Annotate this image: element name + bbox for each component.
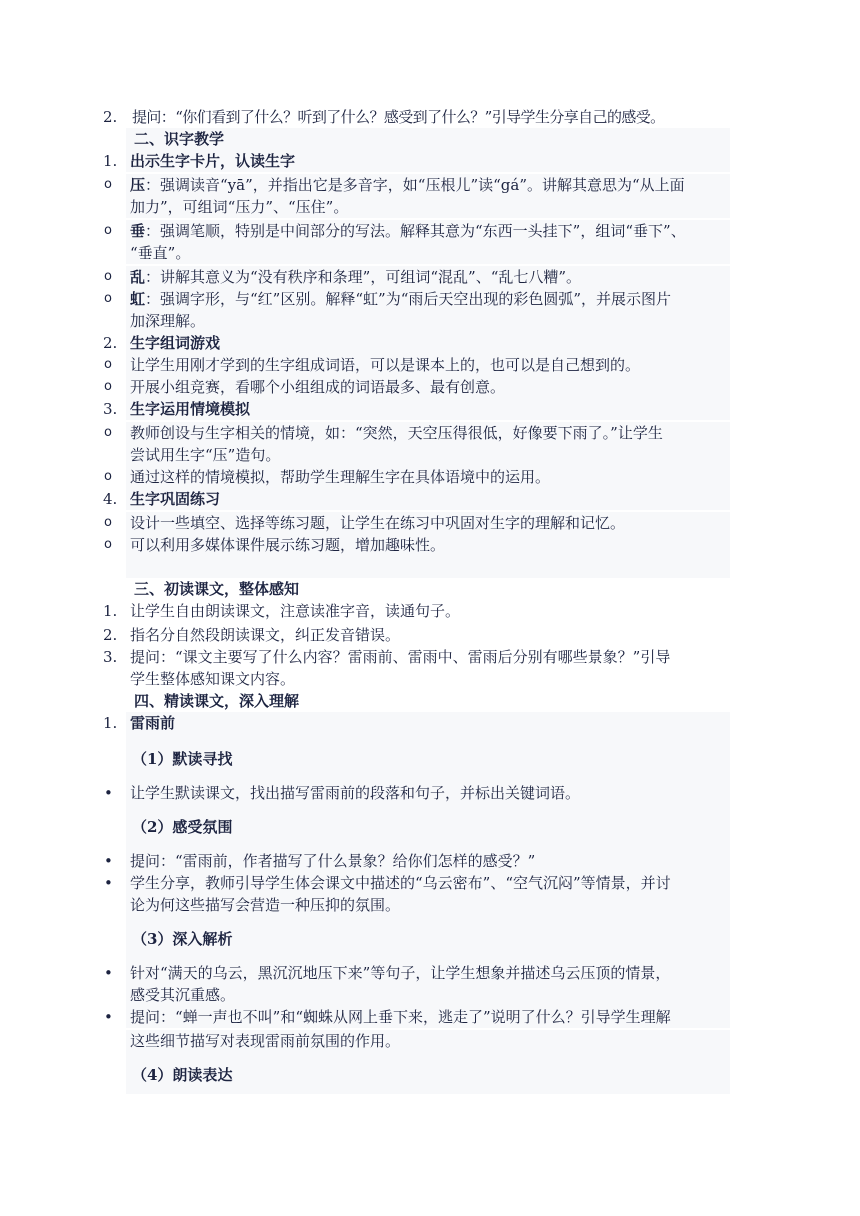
circle-bullet: o: [104, 177, 112, 192]
line-text: 设计一些填空、选择等练习题，让学生在练习中巩固对生字的理解和记忆。: [130, 514, 626, 532]
text-line: [0, 578, 860, 600]
text-line: [0, 962, 860, 984]
text-line: [0, 220, 860, 242]
text-line: [0, 266, 860, 288]
line-text: （4）朗读表达: [132, 1066, 233, 1084]
text-line: [0, 444, 860, 466]
line-text: [130, 266, 581, 288]
line-text: 四、精读课文，深入理解: [134, 692, 300, 710]
text-line: [0, 712, 860, 734]
line-text: 论为何这些描写会营造一种压抑的氛围。: [130, 896, 401, 914]
text-line: [0, 928, 860, 950]
line-text: （3）深入解析: [132, 930, 233, 948]
text-line: [0, 1006, 860, 1028]
line-text: 通过这样的情境模拟，帮助学生理解生字在具体语境中的运用。: [130, 468, 551, 486]
text-line: [0, 288, 860, 310]
term-heading: 虹: [130, 290, 146, 308]
circle-bullet: o: [104, 425, 112, 440]
text-line: [0, 174, 860, 196]
shade-band: [126, 950, 730, 962]
text-line: [0, 242, 860, 264]
line-text: 生字巩固练习: [130, 490, 221, 508]
text-line: [0, 106, 860, 128]
list-number: 2.: [103, 334, 118, 352]
circle-bullet: o: [104, 291, 112, 306]
shade-band: [126, 554, 730, 578]
text-line: [0, 512, 860, 534]
shade-band: [126, 1086, 730, 1094]
line-text: [130, 220, 686, 242]
dot-bullet: •: [104, 784, 113, 802]
text-line: [0, 782, 860, 804]
list-number: 2.: [103, 108, 118, 126]
line-text: 生字组词游戏: [130, 334, 221, 352]
line-text: 出示生字卡片，认读生字: [130, 152, 296, 170]
line-text: 提问：“蝉一声也不叫”和“蜘蛛从网上垂下来，逃走了”说明了什么？引导学生理解: [130, 1008, 671, 1026]
shade-band: [126, 804, 730, 816]
list-number: 1.: [103, 714, 118, 732]
list-number: 2.: [103, 626, 118, 644]
term-description: ：讲解其意义为“没有秩序和条理”，可组词“混乱”、“乱七八糟”。: [145, 268, 582, 286]
line-text: 雷雨前: [130, 714, 176, 732]
line-text: （2）感受氛围: [132, 818, 233, 836]
text-line: [0, 354, 860, 376]
line-text: 开展小组竞赛，看哪个小组组成的词语最多、最有创意。: [130, 378, 506, 396]
term-description: ：强调读音“yā”，并指出它是多音字，如“压根儿”读“gá”。讲解其意思为“从上面: [145, 176, 685, 194]
circle-bullet: o: [104, 223, 112, 238]
text-line: [0, 488, 860, 510]
text-line: [0, 600, 860, 622]
text-line: [0, 128, 860, 150]
text-line: [0, 466, 860, 488]
text-line: [0, 310, 860, 332]
text-line: [0, 668, 860, 690]
line-text: （1）默读寻找: [132, 750, 233, 768]
text-line: [0, 1064, 860, 1086]
line-text: 让学生默读课文，找出描写雷雨前的段落和句子，并标出关键词语。: [130, 784, 581, 802]
text-line: [0, 1030, 860, 1052]
line-text: 提问：“课文主要写了什么内容？雷雨前、雷雨中、雷雨后分别有哪些景象？”引导: [130, 648, 671, 666]
line-text: 学生整体感知课文内容。: [130, 670, 296, 688]
line-text: 学生分享，教师引导学生体会课文中描述的“乌云密布”、“空气沉闷”等情景，并讨: [130, 874, 671, 892]
list-number: 1.: [103, 152, 118, 170]
text-line: [0, 422, 860, 444]
text-line: [0, 398, 860, 420]
text-line: [0, 984, 860, 1006]
circle-bullet: o: [104, 515, 112, 530]
circle-bullet: o: [104, 379, 112, 394]
text-line: [0, 872, 860, 894]
circle-bullet: o: [104, 357, 112, 372]
line-text: 针对“满天的乌云，黑沉沉地压下来”等句子，让学生想象并描述乌云压顶的情景，: [130, 964, 671, 982]
text-line: [0, 816, 860, 838]
text-line: [0, 646, 860, 668]
line-text: [130, 288, 671, 310]
line-text: 感受其沉重感。: [130, 986, 236, 1004]
term-heading: 乱: [130, 268, 146, 286]
list-number: 4.: [103, 490, 118, 508]
line-text: 尝试用生字“压”造句。: [130, 446, 281, 464]
list-number: 1.: [103, 602, 118, 620]
line-text: 教师创设与生字相关的情境，如：“突然，天空压得很低，好像要下雨了。”让学生: [130, 424, 663, 442]
term-heading: 压: [130, 176, 146, 194]
dot-bullet: •: [104, 964, 113, 982]
line-text: 这些细节描写对表现雷雨前氛围的作用。: [130, 1032, 401, 1050]
line-text: 生字运用情境模拟: [130, 400, 251, 418]
shade-band: [126, 1052, 730, 1064]
shade-band: [126, 838, 730, 850]
term-description: ：强调笔顺，特别是中间部分的写法。解释其意为“东西一头挂下”，组词“垂下”、: [145, 222, 686, 240]
line-text: 可以利用多媒体课件展示练习题，增加趣味性。: [130, 536, 446, 554]
circle-bullet: o: [104, 537, 112, 552]
text-line: [0, 150, 860, 172]
list-number: 3.: [103, 648, 118, 666]
line-text: 提问：“雷雨前，作者描写了什么景象？给你们怎样的感受？”: [130, 852, 536, 870]
term-description: ：强调字形，与“红”区别。解释“虹”为“雨后天空出现的彩色圆弧”，并展示图片: [145, 290, 672, 308]
shade-band: [126, 770, 730, 782]
shade-band: [126, 734, 730, 748]
text-line: [0, 624, 860, 646]
text-line: [0, 196, 860, 218]
circle-bullet: o: [104, 469, 112, 484]
line-text: 加力”，可组词“压力”、“压住”。: [130, 198, 349, 216]
dot-bullet: •: [104, 852, 113, 870]
text-line: [0, 534, 860, 556]
circle-bullet: o: [104, 269, 112, 284]
line-text: 加深理解。: [130, 312, 206, 330]
list-number: 3.: [103, 400, 118, 418]
line-text: [130, 174, 685, 196]
line-text: “垂直”。: [130, 244, 191, 262]
text-line: [0, 894, 860, 916]
line-text: 提问：“你们看到了什么？听到了什么？感受到了什么？”引导学生分享自己的感受。: [132, 108, 665, 126]
shade-band: [126, 916, 730, 928]
text-line: [0, 376, 860, 398]
term-heading: 垂: [130, 222, 146, 240]
dot-bullet: •: [104, 874, 113, 892]
text-line: [0, 332, 860, 354]
line-text: 让学生自由朗读课文，注意读准字音，读通句子。: [130, 602, 461, 620]
text-line: [0, 850, 860, 872]
text-line: [0, 690, 860, 712]
line-text: 三、初读课文，整体感知: [134, 580, 300, 598]
text-line: [0, 748, 860, 770]
line-text: 二、识字教学: [134, 130, 225, 148]
dot-bullet: •: [104, 1008, 113, 1026]
line-text: 让学生用刚才学到的生字组成词语，可以是课本上的，也可以是自己想到的。: [130, 356, 641, 374]
line-text: 指名分自然段朗读课文，纠正发音错误。: [130, 626, 401, 644]
